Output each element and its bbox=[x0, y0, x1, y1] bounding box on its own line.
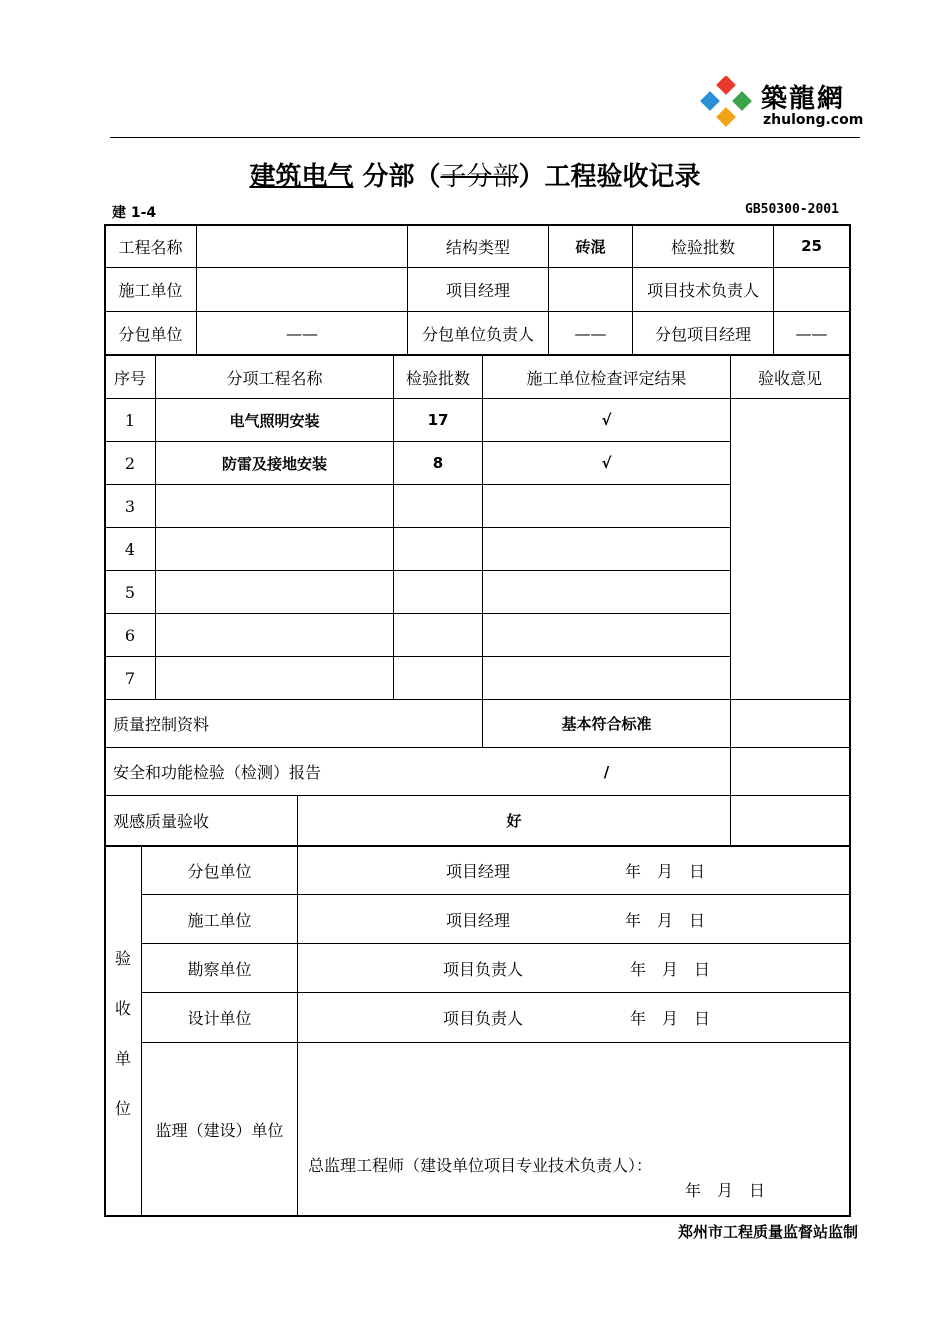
item-batches[interactable] bbox=[394, 614, 482, 656]
col-batches-header: 检验批数 bbox=[405, 368, 470, 388]
item-name[interactable]: 电气照明安装 bbox=[229, 411, 320, 430]
item-no: 5 bbox=[124, 582, 136, 602]
sub-head-value[interactable]: —— bbox=[574, 323, 607, 343]
item-result[interactable] bbox=[483, 614, 730, 656]
col-result-header: 施工单位检查评定结果 bbox=[526, 368, 687, 388]
date-label[interactable]: 年 月 日 bbox=[629, 1009, 710, 1028]
visual-quality-label: 观感质量验收 bbox=[113, 812, 210, 831]
item-result[interactable]: √ bbox=[601, 411, 612, 429]
visual-quality-value[interactable]: 好 bbox=[506, 812, 522, 830]
role-label: 项目经理 bbox=[445, 861, 510, 881]
item-result[interactable] bbox=[483, 528, 730, 570]
tech-value[interactable] bbox=[774, 268, 849, 311]
col-opinion-header: 验收意见 bbox=[757, 368, 822, 388]
item-batches[interactable]: 8 bbox=[432, 454, 444, 472]
role-label: 项目负责人 bbox=[442, 1009, 523, 1028]
item-name[interactable] bbox=[156, 657, 393, 699]
item-batches[interactable] bbox=[394, 657, 482, 699]
header-rule bbox=[110, 137, 860, 138]
unit-label: 设计单位 bbox=[187, 1009, 252, 1028]
col-no-header: 序号 bbox=[113, 368, 146, 388]
item-batches[interactable] bbox=[394, 485, 482, 527]
unit-label: 施工单位 bbox=[187, 910, 252, 930]
project-name-label: 工程名称 bbox=[118, 237, 183, 257]
date-label[interactable]: 年 月 日 bbox=[624, 861, 705, 881]
form-code: 建 1-4 bbox=[112, 205, 157, 221]
logo-mark-icon bbox=[697, 76, 757, 132]
date-label[interactable]: 年 月 日 bbox=[624, 910, 705, 930]
standard-code: GB50300-2001 bbox=[745, 202, 839, 217]
sub-value[interactable]: —— bbox=[286, 323, 318, 343]
date-label[interactable]: 年 月 日 bbox=[629, 959, 710, 979]
zhulong-logo bbox=[697, 76, 864, 132]
structure-value[interactable]: 砖混 bbox=[575, 237, 606, 256]
item-no: 6 bbox=[124, 625, 136, 645]
item-name[interactable] bbox=[156, 528, 393, 570]
title-part1: 建筑电气 bbox=[249, 162, 354, 192]
side-char: 单 bbox=[114, 1049, 131, 1068]
role-label: 项目经理 bbox=[445, 910, 510, 930]
sub-label: 分包单位 bbox=[118, 324, 183, 344]
page-title bbox=[0, 156, 950, 193]
role-label: 项目负责人 bbox=[442, 959, 523, 979]
contractor-value[interactable] bbox=[197, 268, 407, 311]
item-batches[interactable]: 17 bbox=[427, 411, 449, 429]
quality-docs-label: 质量控制资料 bbox=[113, 715, 210, 734]
footer-issuer: 郑州市工程质量监督站监制 bbox=[677, 1223, 858, 1241]
item-result[interactable] bbox=[483, 571, 730, 613]
title-struck: 子分部 bbox=[440, 162, 519, 192]
item-no: 4 bbox=[124, 539, 136, 559]
structure-label: 结构类型 bbox=[445, 237, 510, 257]
item-batches[interactable] bbox=[394, 571, 482, 613]
item-result[interactable]: √ bbox=[601, 454, 612, 472]
supervisor-unit-label: 监理（建设）单位 bbox=[155, 1120, 284, 1140]
quality-docs-value[interactable]: 基本符合标准 bbox=[561, 715, 652, 733]
side-char: 验 bbox=[114, 949, 131, 968]
col-name-header: 分项工程名称 bbox=[226, 368, 323, 388]
unit-label: 勘察单位 bbox=[187, 959, 252, 979]
tech-label: 项目技术负责人 bbox=[646, 281, 759, 300]
sub-pm-value[interactable]: —— bbox=[795, 323, 828, 343]
supervisor-date[interactable]: 年 月 日 bbox=[684, 1180, 765, 1200]
side-char: 位 bbox=[114, 1099, 131, 1118]
batch-label: 检验批数 bbox=[670, 237, 735, 257]
logo-name-en: zhulong.com bbox=[763, 112, 864, 128]
item-name[interactable] bbox=[156, 614, 393, 656]
item-name[interactable] bbox=[156, 571, 393, 613]
batch-value[interactable]: 25 bbox=[801, 237, 822, 255]
item-no: 7 bbox=[124, 668, 136, 688]
safety-reports-label: 安全和功能检验（检测）报告 bbox=[113, 763, 322, 782]
item-result[interactable] bbox=[483, 657, 730, 699]
title-part3: ）工程验收记录 bbox=[518, 162, 701, 192]
sub-pm-label: 分包项目经理 bbox=[654, 324, 751, 344]
sub-head-label: 分包单位负责人 bbox=[421, 324, 534, 344]
item-no: 2 bbox=[124, 453, 136, 473]
title-part2: 分部（ bbox=[362, 162, 441, 192]
unit-label: 分包单位 bbox=[187, 861, 252, 881]
item-batches[interactable] bbox=[394, 528, 482, 570]
safety-reports-value[interactable]: / bbox=[603, 762, 610, 781]
project-name-value[interactable] bbox=[197, 225, 407, 267]
logo-name-cn: 築龍網 bbox=[761, 84, 846, 114]
item-result[interactable] bbox=[483, 485, 730, 527]
item-name[interactable]: 防雷及接地安装 bbox=[221, 454, 327, 473]
item-name[interactable] bbox=[156, 485, 393, 527]
supervisor-text: 总监理工程师（建设单位项目专业技术负责人）： bbox=[308, 1155, 653, 1175]
side-char: 收 bbox=[114, 999, 131, 1018]
item-no: 3 bbox=[124, 496, 136, 516]
pm-label: 项目经理 bbox=[445, 281, 510, 300]
pm-value[interactable] bbox=[549, 268, 632, 311]
item-no: 1 bbox=[124, 410, 136, 430]
contractor-label: 施工单位 bbox=[118, 281, 183, 300]
